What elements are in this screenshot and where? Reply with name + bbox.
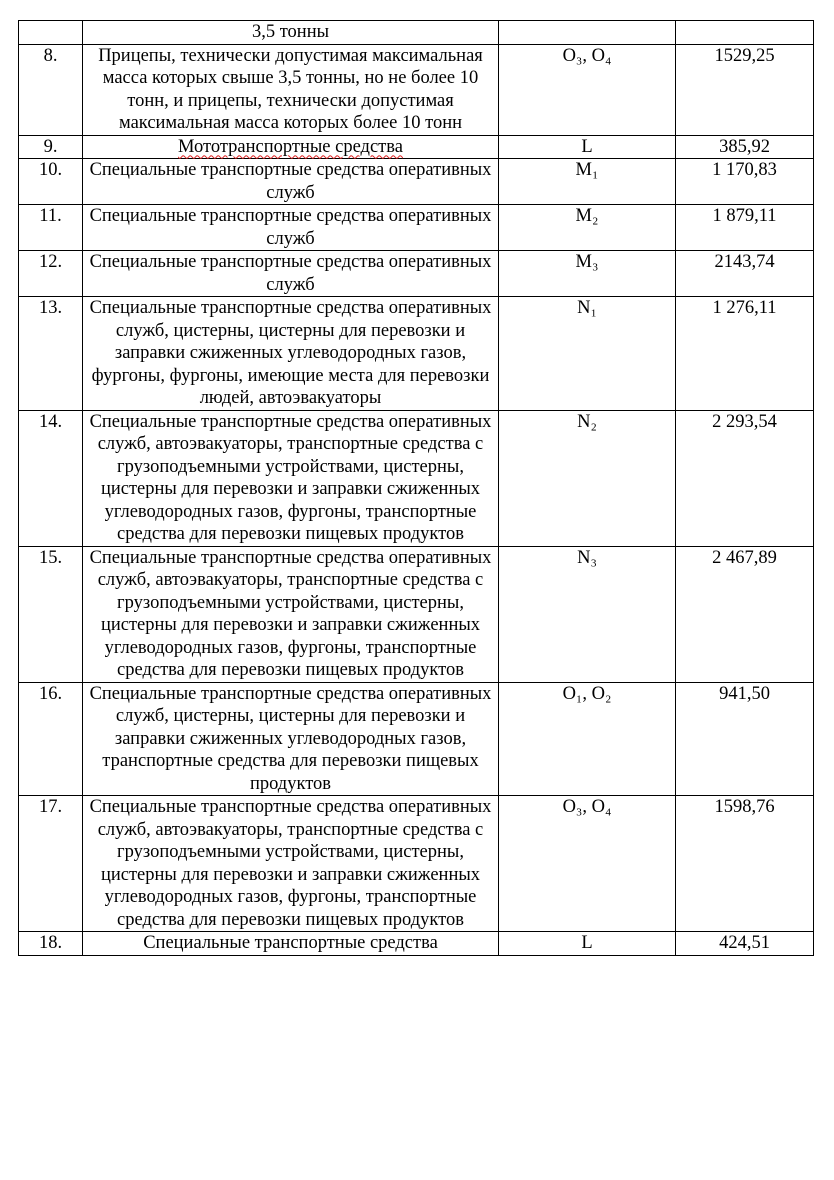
row-value-cell: 2 467,89 <box>676 546 814 682</box>
row-value-cell: 941,50 <box>676 682 814 796</box>
table-row <box>19 932 814 956</box>
row-value-cell: 1 276,11 <box>676 297 814 411</box>
table-row <box>19 159 814 205</box>
row-description-cell: Специальные транспортные средства <box>83 932 499 956</box>
spellcheck-underlined-text: Мототранспортные средства <box>178 136 403 157</box>
row-category-cell: L <box>499 932 676 956</box>
row-number-cell: 11. <box>19 205 83 251</box>
row-description-cell <box>83 135 499 159</box>
row-value-cell: 2143,74 <box>676 251 814 297</box>
row-description-cell: 3,5 тонны <box>83 21 499 45</box>
row-category-cell: L <box>499 135 676 159</box>
row-category-cell: N₃ <box>499 546 676 682</box>
row-value-cell: 424,51 <box>676 932 814 956</box>
row-number-cell: 15. <box>19 546 83 682</box>
row-number-cell: 13. <box>19 297 83 411</box>
row-description-cell: Специальные транспортные средства оперативных служб, автоэвакуаторы, транспортные средства с грузоподъемными устройствами, цистерны, цистерны для перевозки и заправки сжиженных углеводородных газов, фургоны, транспортные средства для перевозки пищевых продуктов <box>83 410 499 546</box>
row-description-cell: Специальные транспортные средства оперативных служб, автоэвакуаторы, транспортные средства с грузоподъемными устройствами, цистерны, цистерны для перевозки и заправки сжиженных углеводородных газов, фургоны, транспортные средства для перевозки пищевых продуктов <box>83 796 499 932</box>
table-row <box>19 205 814 251</box>
row-value-cell: 1 170,83 <box>676 159 814 205</box>
row-number-cell: 18. <box>19 932 83 956</box>
row-description-cell: Специальные транспортные средства оперативных служб <box>83 251 499 297</box>
row-number-cell: 9. <box>19 135 83 159</box>
row-description-cell: Специальные транспортные средства оперативных служб <box>83 205 499 251</box>
row-category-cell: O₃, O₄ <box>499 44 676 135</box>
table-row <box>19 546 814 682</box>
row-category-cell: O₃, O₄ <box>499 796 676 932</box>
row-number-cell: 16. <box>19 682 83 796</box>
row-description-cell: Специальные транспортные средства оперативных служб, цистерны, цистерны для перевозки и заправки сжиженных углеводородных газов, фургоны, фургоны, имеющие места для перевозки людей, автоэвакуаторы <box>83 297 499 411</box>
row-category-cell: N₁ <box>499 297 676 411</box>
row-value-cell: 1 879,11 <box>676 205 814 251</box>
row-number-cell <box>19 21 83 45</box>
row-value-cell: 1529,25 <box>676 44 814 135</box>
row-number-cell: 8. <box>19 44 83 135</box>
row-description-cell: Специальные транспортные средства оперативных служб <box>83 159 499 205</box>
row-description-cell: Специальные транспортные средства оперативных служб, автоэвакуаторы, транспортные средства с грузоподъемными устройствами, цистерны, цистерны для перевозки и заправки сжиженных углеводородных газов, фургоны, транспортные средства для перевозки пищевых продуктов <box>83 546 499 682</box>
row-category-cell: M₂ <box>499 205 676 251</box>
row-number-cell: 17. <box>19 796 83 932</box>
table-row <box>19 682 814 796</box>
tariff-table <box>18 20 814 956</box>
row-category-cell: M₃ <box>499 251 676 297</box>
row-value-cell <box>676 21 814 45</box>
row-number-cell: 10. <box>19 159 83 205</box>
row-value-cell: 385,92 <box>676 135 814 159</box>
table-row <box>19 21 814 45</box>
table-row <box>19 410 814 546</box>
table-row <box>19 297 814 411</box>
row-category-cell <box>499 21 676 45</box>
row-value-cell: 2 293,54 <box>676 410 814 546</box>
row-description-cell: Специальные транспортные средства оперативных служб, цистерны, цистерны для перевозки и заправки сжиженных углеводородных газов, транспортные средства для перевозки пищевых продуктов <box>83 682 499 796</box>
row-category-cell: N₂ <box>499 410 676 546</box>
row-category-cell: M₁ <box>499 159 676 205</box>
row-number-cell: 14. <box>19 410 83 546</box>
row-value-cell: 1598,76 <box>676 796 814 932</box>
table-row <box>19 135 814 159</box>
row-description-cell: Прицепы, технически допустимая максимальная масса которых свыше 3,5 тонны, но не более 10 тонн, и прицепы, технически допустимая максимальная масса которых более 10 тонн <box>83 44 499 135</box>
table-row <box>19 796 814 932</box>
row-number-cell: 12. <box>19 251 83 297</box>
table-row <box>19 251 814 297</box>
row-category-cell: O₁, O₂ <box>499 682 676 796</box>
table-row <box>19 44 814 135</box>
